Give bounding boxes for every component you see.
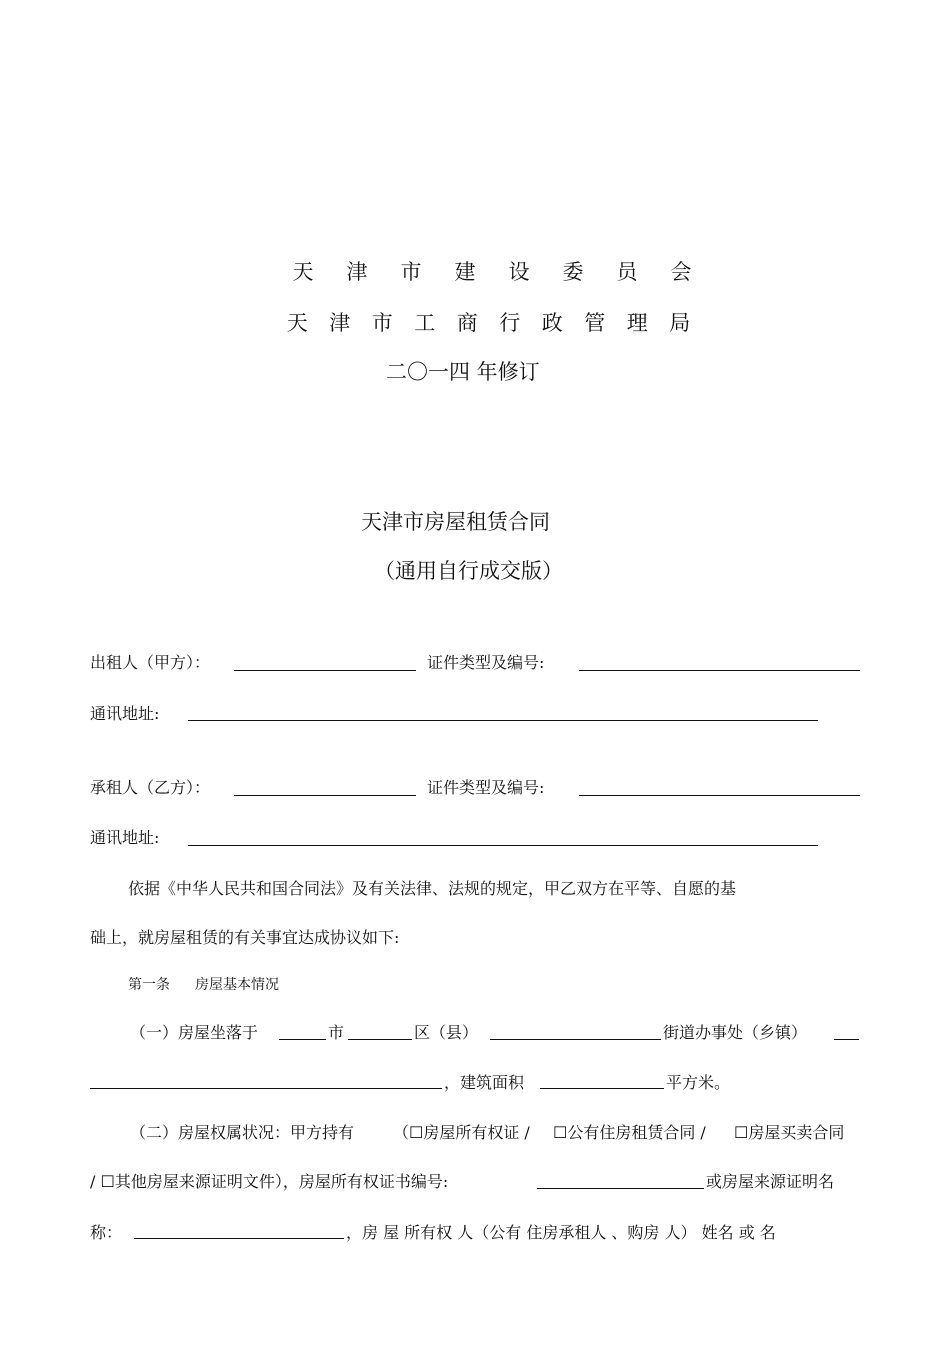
lessee-address-label: 通讯地址:: [90, 828, 160, 847]
issuer-industry-commerce-bureau: [276, 307, 701, 337]
item1-street: 街道办事处（乡镇）: [663, 1023, 808, 1042]
item2-alt-label: 或房屋来源证明名: [706, 1172, 835, 1191]
revision-year: 二〇一四 年修订: [386, 360, 540, 384]
header-char: 天: [292, 260, 314, 284]
district-field[interactable]: [348, 1039, 412, 1040]
header-char: 商: [456, 311, 478, 335]
item1-area-label: ，建筑面积: [444, 1073, 525, 1092]
certificate-number-field[interactable]: [537, 1188, 704, 1189]
header-char: 行: [499, 311, 521, 335]
header-char: 委: [562, 260, 584, 284]
contract-title: 天津市房屋租赁合同: [361, 510, 550, 534]
preamble-line-1: 依据《中华人民共和国合同法》及有关法律、法规的规定，甲乙双方在平等、自愿的基: [128, 879, 737, 898]
header-char: 市: [400, 260, 422, 284]
header-char: 局: [669, 311, 691, 335]
item2-option-public-lease[interactable]: ☐公有住房租赁合同 /: [553, 1123, 706, 1142]
item1-prefix: （一）房屋坐落于: [130, 1023, 259, 1042]
item1-district: 区（县）: [414, 1023, 479, 1042]
lessor-address-field[interactable]: [188, 720, 818, 721]
item1-unit: 平方米。: [666, 1073, 731, 1092]
header-char: 管: [584, 311, 606, 335]
lessee-id-label: 证件类型及编号:: [427, 778, 545, 797]
header-char: 会: [670, 260, 692, 284]
item2-owner-text: ，房 屋 所有权 人（公有 住房承租人 、购房 人） 姓名 或 名: [346, 1223, 776, 1242]
lessor-id-label: 证件类型及编号:: [427, 653, 545, 672]
lessor-name-field[interactable]: [234, 670, 416, 671]
header-char: 建: [454, 260, 476, 284]
item2-option-other[interactable]: / ☐其他房屋来源证明文件），房屋所有权证书编号:: [90, 1172, 449, 1191]
header-char: 工: [414, 311, 436, 335]
contract-subtitle: （通用自行成交版）: [374, 559, 563, 583]
street-field[interactable]: [490, 1039, 661, 1040]
lessee-address-field[interactable]: [188, 845, 818, 846]
source-document-name-field[interactable]: [134, 1238, 344, 1239]
header-char: 市: [371, 311, 393, 335]
article-1-title: 房屋基本情况: [195, 977, 279, 993]
article-1-heading: 第一条: [128, 977, 170, 993]
item2-name-label: 称：: [90, 1223, 123, 1242]
area-field[interactable]: [540, 1088, 664, 1089]
lessee-name-field[interactable]: [234, 795, 416, 796]
lessee-id-field[interactable]: [579, 795, 860, 796]
address-detail-field[interactable]: [90, 1088, 442, 1089]
issuer-construction-commission: [276, 256, 708, 286]
header-char: 员: [616, 260, 638, 284]
header-char: 天: [286, 311, 308, 335]
lessor-address-label: 通讯地址:: [90, 704, 160, 723]
item2-option-certificate[interactable]: （☐房屋所有权证 /: [393, 1123, 530, 1142]
item2-prefix: （二）房屋权属状况：甲方持有: [130, 1123, 355, 1142]
lessor-id-field[interactable]: [579, 670, 860, 671]
item1-city: 市: [328, 1023, 345, 1042]
header-char: 理: [626, 311, 648, 335]
preamble-line-2: 础上，就房屋租赁的有关事宜达成协议如下:: [90, 928, 400, 947]
town-field[interactable]: [834, 1039, 859, 1040]
header-char: 设: [508, 260, 530, 284]
city-field[interactable]: [279, 1039, 326, 1040]
lessor-label: 出租人（甲方）：: [90, 653, 211, 672]
header-char: 津: [346, 260, 368, 284]
lessee-label: 承租人（乙方）：: [90, 778, 211, 797]
header-char: 津: [329, 311, 351, 335]
item2-option-purchase[interactable]: ☐房屋买卖合同: [734, 1123, 845, 1142]
header-char: 政: [541, 311, 563, 335]
